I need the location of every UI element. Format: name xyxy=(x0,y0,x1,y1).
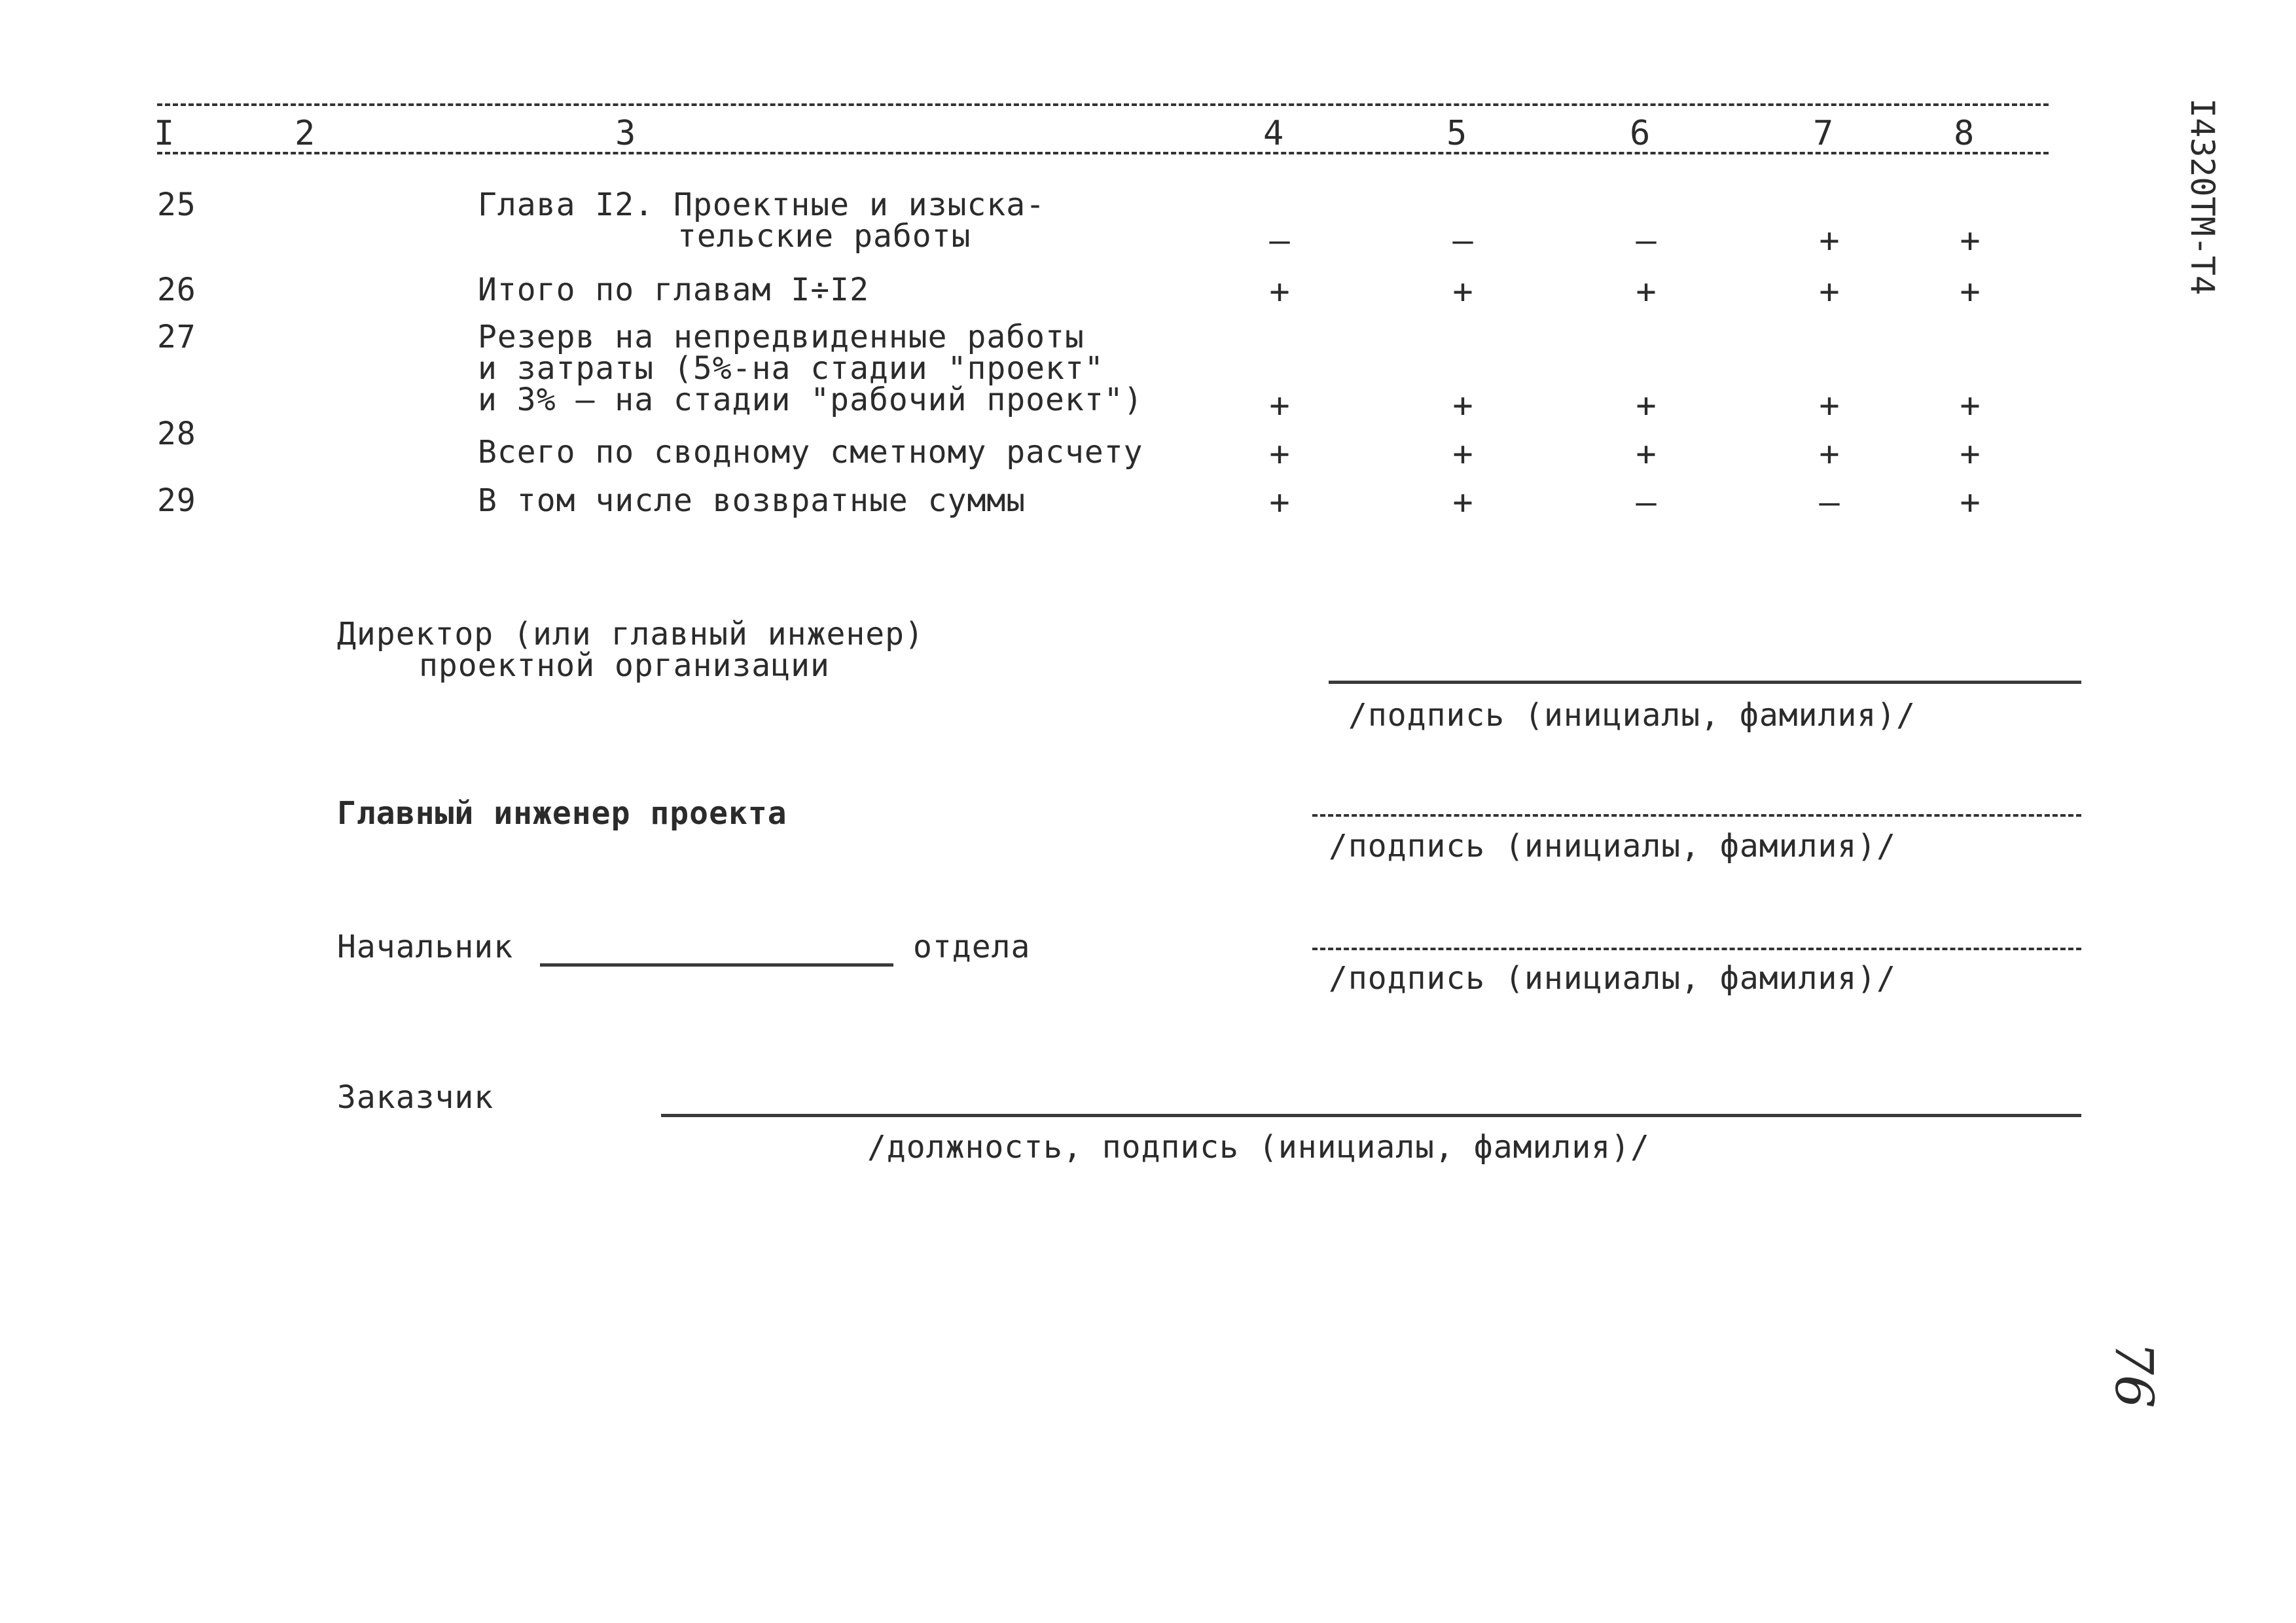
row-mark: + xyxy=(1269,435,1290,474)
row-number: 28 xyxy=(157,416,196,452)
row-mark: – xyxy=(1452,221,1473,260)
row-mark: – xyxy=(1819,483,1840,522)
row-text-line: тельские работы xyxy=(677,218,971,255)
header-top-rule xyxy=(157,103,2049,106)
document-code: I4320TM-T4 xyxy=(2183,98,2221,296)
row-mark: + xyxy=(1819,435,1840,474)
customer-signature-line xyxy=(661,1114,2081,1117)
chief-engineer-signature-line xyxy=(1312,814,2081,817)
row-number: 26 xyxy=(157,272,196,308)
head-signature-caption: /подпись (инициалы, фамилия)/ xyxy=(1329,960,1897,997)
col-header-6: 6 xyxy=(1630,114,1651,153)
row-mark: + xyxy=(1819,386,1840,425)
col-header-7: 7 xyxy=(1813,114,1834,153)
director-title-line2: проектной организации xyxy=(419,647,830,684)
director-title: Директор (или главный инженер) xyxy=(337,616,924,652)
row-number: 25 xyxy=(157,187,196,223)
row-text-line: Резерв на непредвиденные работы xyxy=(478,319,1085,355)
col-header-3: 3 xyxy=(615,114,636,153)
row-mark: + xyxy=(1960,386,1981,425)
head-title-suffix: отдела xyxy=(913,929,1031,965)
row-mark: + xyxy=(1452,483,1473,522)
row-mark: + xyxy=(1269,386,1290,425)
chief-engineer-title: Главный инженер проекта xyxy=(337,795,787,832)
row-mark: + xyxy=(1269,483,1290,522)
row-mark: + xyxy=(1819,272,1840,312)
chief-engineer-signature-caption: /подпись (инициалы, фамилия)/ xyxy=(1329,828,1897,865)
col-header-5: 5 xyxy=(1446,114,1467,153)
row-mark: + xyxy=(1636,272,1657,312)
department-name-line xyxy=(540,963,893,967)
row-mark: + xyxy=(1960,483,1981,522)
row-mark: – xyxy=(1269,221,1290,260)
head-title-prefix: Начальник xyxy=(337,929,514,965)
row-mark: + xyxy=(1452,386,1473,425)
col-header-1: I xyxy=(154,114,175,153)
row-text-line: Итого по главам I÷I2 xyxy=(478,272,869,308)
row-text-line: и 3% – на стадии "рабочий проект") xyxy=(478,382,1143,418)
col-header-4: 4 xyxy=(1263,114,1284,153)
row-text-line: и затраты (5%-на стадии "проект" xyxy=(478,350,1104,387)
row-mark: – xyxy=(1636,483,1657,522)
row-text-line: Глава I2. Проектные и изыска- xyxy=(478,187,1046,223)
row-number: 29 xyxy=(157,482,196,519)
row-mark: + xyxy=(1960,272,1981,312)
row-mark: + xyxy=(1636,435,1657,474)
row-mark: + xyxy=(1636,386,1657,425)
row-mark: + xyxy=(1960,221,1981,260)
customer-signature-caption: /должность, подпись (инициалы, фамилия)/ xyxy=(867,1129,1650,1166)
row-text-line: Всего по сводному сметному расчету xyxy=(478,434,1143,471)
col-header-8: 8 xyxy=(1954,114,1975,153)
director-signature-line xyxy=(1329,681,2081,684)
col-header-2: 2 xyxy=(295,114,315,153)
row-mark: + xyxy=(1452,435,1473,474)
customer-title: Заказчик xyxy=(337,1079,494,1116)
header-bottom-rule xyxy=(157,152,2049,154)
director-signature-caption: /подпись (инициалы, фамилия)/ xyxy=(1348,697,1916,734)
row-mark: + xyxy=(1269,272,1290,312)
row-mark: + xyxy=(1960,435,1981,474)
row-mark: – xyxy=(1636,221,1657,260)
page-number: 76 xyxy=(2104,1342,2164,1408)
row-mark: + xyxy=(1452,272,1473,312)
row-number: 27 xyxy=(157,319,196,355)
row-text-line: В том числе возвратные суммы xyxy=(478,482,1026,519)
row-mark: + xyxy=(1819,221,1840,260)
head-signature-line xyxy=(1312,948,2081,950)
